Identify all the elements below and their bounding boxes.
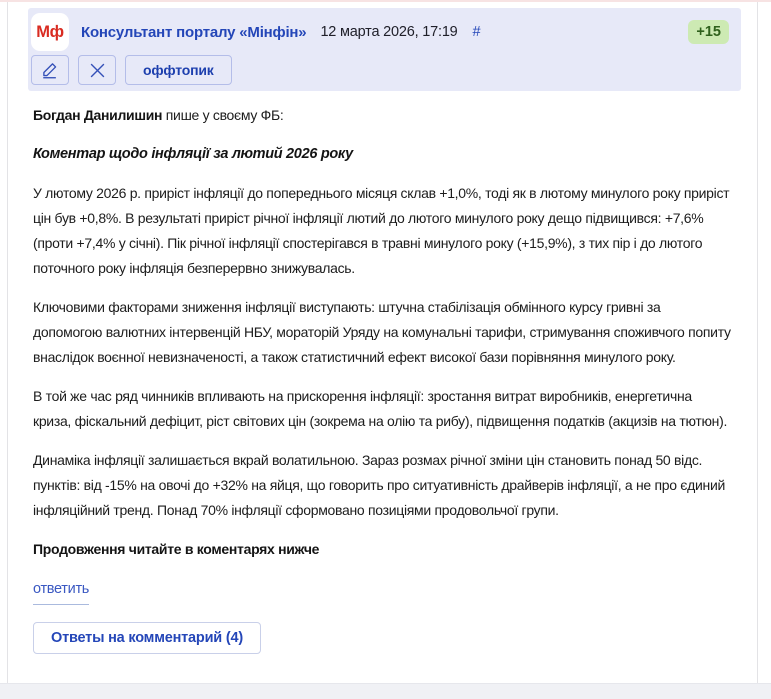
avatar[interactable] [31,13,69,51]
replies-button[interactable]: Ответы на комментарий (4) [33,622,261,654]
top-divider [0,0,771,2]
post-paragraph-3: В той же час ряд чинників впливають на прискорення інфляції: зростання витрат виробників, енергетична криза, фіскальний дефіцит, ріст світових цін (зокрема на олію та рибу), підвищення податків (акцизів на тютюн). [33,388,728,429]
post-paragraph-1: У лютому 2026 р. приріст інфляції до попереднього місяця склав +1,0%, тоді як в лютому минулого року приріст цін був +0,8%. В результаті приріст річної інфляції лютий до лютого минулого року дещо підвищився: +7,6% (проти +7,4% у січні). Пік річної інфляції спостерігався в травні минулого року (+15,9%), з тих пір і до лютого поточного року інфляція безперервно знижувалась. [33,185,730,276]
post-subtitle: Коментар щодо інфляції за лютий 2026 року [33,146,353,162]
post-paragraph-4: Динаміка інфляції залишається вкрай волатильною. Зараз розмах річної зміни цін становить понад 50 відс. пунктів: від -15% на овочі до +32% на яйця, що говорить про ситуативність драйверів інфляції, а не про єдиний інфляційний тренд. Понад 70% інфляції сформовано позиціями продовольчої групи. [33,452,726,518]
comment-card [28,8,741,654]
comment-toolbar [31,55,729,85]
delete-button[interactable] [78,55,116,85]
comment-header-top [31,12,729,52]
reply-link[interactable]: ответить [33,577,89,605]
post-paragraph-2: Ключовими факторами зниження інфляції виступають: штучна стабілізація обмінного курсу гривні за допомогою валютних інтервенцій НБУ, мораторій Уряду на комунальні тарифи, стримування споживчого попиту внаслідок воєнної невизначеності, а також статистичний ефект високої бази порівняння минулого року. [33,299,731,365]
edit-button[interactable] [31,55,69,85]
offtopic-button[interactable]: оффтопик [125,55,232,85]
replies-row [33,622,733,654]
comment-body [28,91,741,654]
continuation-note: Продовження читайте в коментарях нижче [33,541,320,557]
avatar-initials: Мф [36,22,64,41]
left-column-border [7,2,8,683]
comment-header [28,8,741,91]
next-section-strip [0,683,771,699]
intro-line [33,103,733,128]
pencil-icon [41,61,59,79]
timestamp: 12 марта 2026, 17:19 [320,24,458,40]
close-icon [89,62,106,79]
author-link[interactable]: Консультант порталу «Мінфін» [81,23,307,41]
quoted-author: Богдан Данилишин [33,107,163,123]
right-column-border [757,2,758,699]
intro-text: пише у своєму ФБ: [162,107,284,123]
rating-badge: +15 [688,20,729,44]
permalink-anchor[interactable]: # [472,24,481,40]
